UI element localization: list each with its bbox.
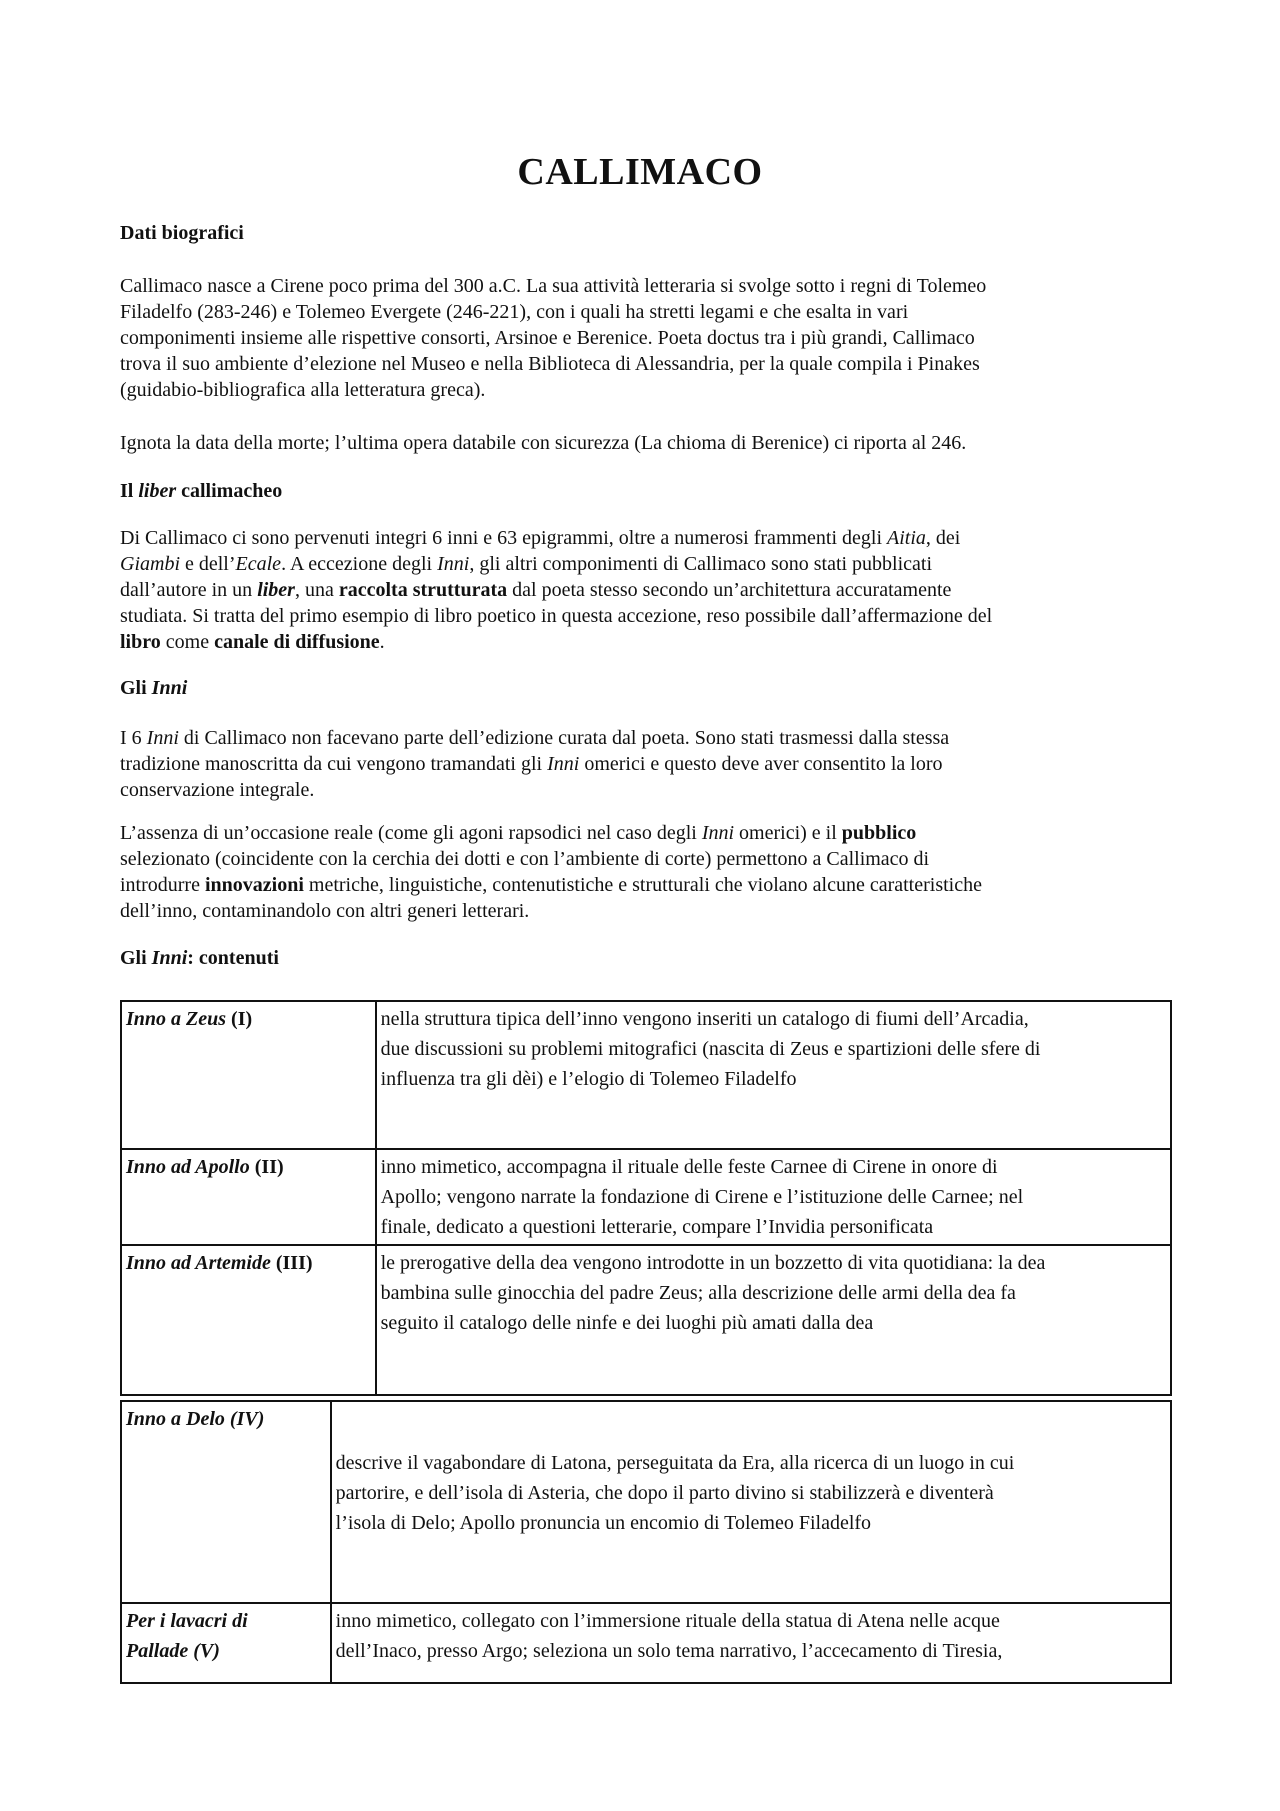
- text-line: [120, 820, 1170, 846]
- text-line: le prerogative della dea vengono introdotte in un bozzetto di vita quotidiana: la dea: [380, 1252, 1046, 1274]
- text-run: e dell’: [180, 553, 236, 575]
- heading-text: Il: [120, 480, 139, 502]
- text-run: tradizione manoscritta da cui vengono tramandati gli: [120, 753, 548, 775]
- text-run: omerici) e il: [734, 822, 842, 844]
- table-row: [121, 1245, 1171, 1395]
- section-heading-contenuti: [120, 945, 1170, 971]
- text-line: [120, 629, 1170, 655]
- text-line: bambina sulle ginocchia del padre Zeus; alla descrizione delle armi della dea fa: [380, 1282, 1016, 1304]
- heading-italic: liber: [138, 480, 177, 502]
- text-run: , una: [294, 579, 339, 601]
- text-line: descrive il vagabondare di Latona, perseguitata da Era, alla ricerca di un luogo in cui: [335, 1452, 1015, 1474]
- text-italic: Inni: [547, 753, 580, 775]
- text-line: Filadelfo (283-246) e Tolemeo Evergete (246-221), con i quali ha stretti legami e che esalta in vari: [120, 301, 909, 323]
- text-run: di Callimaco non facevano parte dell’edizione curata dal poeta. Sono stati trasmessi dalla stessa: [178, 727, 950, 749]
- text-run: .: [379, 631, 385, 653]
- text-line: Ignota la data della morte; l’ultima opera databile con sicurezza (La chioma di Berenice) ci riporta al 246.: [120, 432, 967, 454]
- table-cell-content: [331, 1603, 1171, 1683]
- text-run: Di Callimaco ci sono pervenuti integri 6 inni e 63 epigrammi, oltre a numerosi frammenti degli: [120, 527, 888, 549]
- text-line: selezionato (coincidente con la cerchia dei dotti e con l’ambiente di corte) permettono a Callimaco di: [120, 848, 930, 870]
- table-inni-2: [120, 1400, 1172, 1684]
- text-run: introdurre: [120, 874, 205, 896]
- paragraph-liber: [120, 525, 1170, 655]
- text-run: dall’autore in un: [120, 579, 258, 601]
- text-run: L’assenza di un’occasione reale (come gli agoni rapsodici nel caso degli: [120, 822, 702, 844]
- hymn-title: Inno ad Apollo: [126, 1156, 250, 1178]
- text-run: dal poeta stesso secondo un’architettura accuratamente: [507, 579, 952, 601]
- text-italic: Aitia: [887, 527, 926, 549]
- text-bold: raccolta strutturata: [338, 579, 508, 601]
- text-line: dell’inno, contaminandolo con altri generi letterari.: [120, 900, 530, 922]
- text-line: inno mimetico, accompagna il rituale delle feste Carnee di Cirene in onore di: [380, 1156, 998, 1178]
- text-italic: Inni: [146, 727, 179, 749]
- text-bold: innovazioni: [204, 874, 304, 896]
- paragraph-bio-2: [120, 430, 1170, 456]
- table-cell-content: [376, 1149, 1171, 1245]
- text-line: (guidabio-bibliografica alla letteratura greca).: [120, 379, 486, 401]
- table-cell-title: [121, 1401, 331, 1603]
- paragraph-bio-1: [120, 273, 1170, 403]
- table-inni-1: [120, 1000, 1172, 1396]
- text-run: , gli altri componimenti di Callimaco sono stati pubblicati: [469, 553, 933, 575]
- table-cell-content: [376, 1001, 1171, 1149]
- text-line: [120, 751, 1170, 777]
- heading-text: Dati biografici: [120, 222, 244, 244]
- text-line: trova il suo ambiente d’elezione nel Museo e nella Biblioteca di Alessandria, per la quale compila i Pinakes: [120, 353, 980, 375]
- paragraph-inni-2: [120, 820, 1170, 924]
- text-run: come: [160, 631, 215, 653]
- table-cell-title: [121, 1245, 376, 1395]
- heading-text: callimacheo: [176, 480, 283, 502]
- hymn-title: Pallade (V): [126, 1640, 220, 1662]
- heading-text: Gli: [120, 947, 152, 969]
- text-line: Apollo; vengono narrate la fondazione di Cirene e l’istituzione delle Carnee; nel: [380, 1186, 1024, 1208]
- text-line: influenza tra gli dèi) e l’elogio di Tolemeo Filadelfo: [380, 1068, 797, 1090]
- heading-text: : contenuti: [187, 947, 279, 969]
- text-run: . A eccezione degli: [281, 553, 438, 575]
- text-line: inno mimetico, collegato con l’immersione rituale della statua di Atena nelle acque: [335, 1610, 1000, 1632]
- text-line: due discussioni su problemi mitografici (nascita di Zeus e spartizioni delle sfere di: [380, 1038, 1041, 1060]
- table-row: [121, 1401, 1171, 1603]
- table-row: [121, 1149, 1171, 1245]
- text-line: [120, 872, 1170, 898]
- hymn-title: Inno ad Artemide: [126, 1252, 271, 1274]
- text-bold-italic: liber: [257, 579, 295, 601]
- text-bold: libro: [120, 631, 161, 653]
- heading-italic: Inni: [151, 947, 188, 969]
- text-line: [120, 725, 1170, 751]
- text-italic: Ecale: [235, 553, 282, 575]
- text-italic: Inni: [701, 822, 735, 844]
- text-line: nella struttura tipica dell’inno vengono inseriti un catalogo di fiumi dell’Arcadia,: [380, 1008, 1029, 1030]
- table-cell-title: [121, 1001, 376, 1149]
- heading-text: Gli: [120, 677, 152, 699]
- paragraph-inni-1: [120, 725, 1170, 803]
- table-cell-content: [331, 1401, 1171, 1603]
- text-line: dell’Inaco, presso Argo; seleziona un solo tema narrativo, l’accecamento di Tiresia,: [335, 1640, 1003, 1662]
- text-line: [120, 551, 1170, 577]
- hymn-title: Inno a Zeus: [126, 1008, 227, 1030]
- text-line: seguito il catalogo delle ninfe e dei luoghi più amati dalla dea: [380, 1312, 874, 1334]
- text-bold: canale di diffusione: [214, 631, 380, 653]
- text-run: metriche, linguistiche, contenutistiche e strutturali che violano alcune caratteristiche: [303, 874, 982, 896]
- page-title: CALLIMACO: [517, 151, 763, 193]
- text-line: componimenti insieme alle rispettive consorti, Arsinoe e Berenice. Poeta doctus tra i più grandi, Callimaco: [120, 327, 975, 349]
- hymn-title: Per i lavacri di: [126, 1610, 248, 1632]
- text-line: partorire, e dell’isola di Asteria, che dopo il parto divino si stabilizzerà e diventerà: [335, 1482, 994, 1504]
- heading-italic: Inni: [151, 677, 188, 699]
- section-heading-liber: [120, 478, 1170, 504]
- text-bold: pubblico: [841, 822, 917, 844]
- text-line: studiata. Si tratta del primo esempio di libro poetico in questa accezione, reso possibile dall’affermazione del: [120, 605, 993, 627]
- text-run: omerici e questo deve aver consentito la loro: [579, 753, 943, 775]
- table-row: [121, 1603, 1171, 1683]
- section-heading-inni: [120, 675, 1170, 701]
- hymn-number: (I): [226, 1008, 253, 1030]
- text-line: l’isola di Delo; Apollo pronuncia un encomio di Tolemeo Filadelfo: [335, 1512, 872, 1534]
- hymn-number: (II): [249, 1156, 284, 1178]
- text-line: [120, 525, 1170, 551]
- text-italic: Giambi: [120, 553, 180, 575]
- table-cell-content: [376, 1245, 1171, 1395]
- section-heading-bio: [120, 220, 1170, 246]
- text-run: I 6: [120, 727, 147, 749]
- table-cell-title: [121, 1149, 376, 1245]
- hymn-title: Inno a Delo (IV): [126, 1408, 265, 1430]
- text-line: finale, dedicato a questioni letterarie, compare l’Invidia personificata: [380, 1216, 934, 1238]
- text-line: conservazione integrale.: [120, 779, 315, 801]
- text-italic: Inni: [437, 553, 470, 575]
- table-cell-title: [121, 1603, 331, 1683]
- text-line: Callimaco nasce a Cirene poco prima del 300 a.C. La sua attività letteraria si svolge sotto i regni di Tolemeo: [120, 275, 987, 297]
- text-run: , dei: [925, 527, 961, 549]
- text-line: [120, 577, 1170, 603]
- hymn-number: (III): [270, 1252, 313, 1274]
- table-row: [121, 1001, 1171, 1149]
